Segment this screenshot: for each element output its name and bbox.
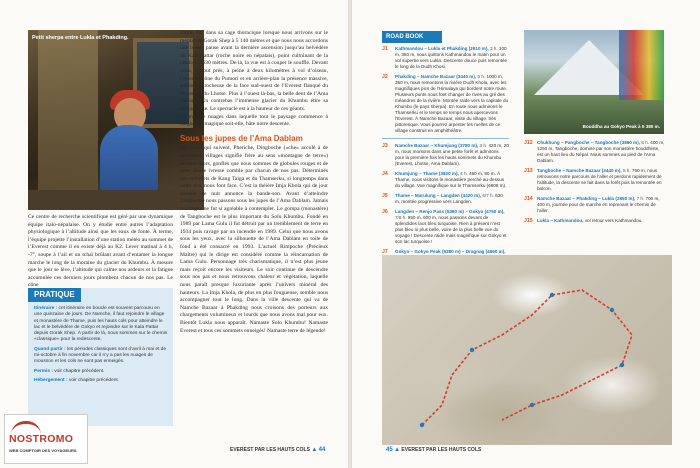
roadbook-item: J15 Lukla – Kathmandou, vol retour vers Kathmandou. xyxy=(524,218,643,224)
roadbook-item: J6 Langden – Renjo Pass (5360 m) – Gokyo (4750 m), 7/8 h. 950 m, 600 m, nous passons devant de splendides lacs bleu turquoise. Rien à présent n’est plus bleu ni plus belle, voire de la plus belle vue du voyage ! Descente raide mais magnifique sur Gokyo et son lac turquoise ! xyxy=(382,209,507,244)
roadbook-col-right xyxy=(524,140,666,228)
roadbook-item: J12 Chukhung – Pangboche – Tangboche (3860 m), 6 h. 400 m, 1250 m, Tangboche, dominé par son monastère bouddhiste, est un haut lieu du Népal. Nous sommes au pied de l’Ama Dablam. xyxy=(524,140,665,163)
sherpa-child-photo xyxy=(28,30,204,210)
photo-caption-right: Bouddha au Gokyo Peak à 5 380 m. xyxy=(582,124,660,129)
roadbook-item: J14 Namche Bazaar – Phakding – Lukla (2850 m), 7 h. 700 m, 400 m, journée pour de marche en reprenant le chemin de l’aller. xyxy=(524,196,660,213)
map-route xyxy=(382,255,672,445)
pratique-item: Permis : voir chapitre précédent. xyxy=(34,368,105,374)
roadbook-item: J5 Thame – Marulung – Langden (4420 m), 6/7 h. 630 m, montée progressive vers Langden. xyxy=(382,193,503,204)
roadbook-item: J13 Tangboche – Namche Bazaar (3440 m), 5 h. 750 m, nous retrouvons notre parcours de l’aller et perdons rapidement de l’altitude, la descente se fait dans la forêt puis la remontée en balcon. xyxy=(524,168,662,191)
pratique-title: PRATIQUE xyxy=(28,288,81,302)
roadbook-item: J3 Namche Bazaar – Khumjung (3780 m), 3 h. 420 m, 20 m, nous montons dans une petite forêt et admirons pour la première fois les hauts sommets du Khumbu (Everest, Lhotse, Ama Dablam). xyxy=(382,143,509,166)
pratique-body xyxy=(34,306,168,387)
roadbook-item: J7 Gokyo – Gokyo Peak (5280 m) – Dragnag (4690 m), xyxy=(382,249,506,255)
body-text-col-a: Ce centre de recherche scientifique est géré par une dynamique équipe italo-népalaise. On y étudie entre autres l’adaptation physiologique à l’altitude ainsi que les eaux de fonte. À terme, l’équipe projette l’installation d’une station météo au sommet de l’Everest comme il en existe déjà au K2. Lever matinal à 4 h, -7°, soupe à l’ail et un tchaï brûlant avant d’entamer la longue marche le long de la moraine du glacier du Khumbu. À mesure que le jour se lève, l’altitude qui calme nos ardeurs et la fatigue accumulée ces derniers jours plombent chacun de nos pas. Le cône xyxy=(28,214,173,289)
folio-left: EVEREST PAR LES HAUTS COLS ▲ 44 xyxy=(230,447,326,453)
trek-relief-map xyxy=(382,255,672,445)
photo-caption: Petit sherpa entre Lukla et Phakding. xyxy=(32,35,129,41)
left-page xyxy=(0,0,348,468)
gokyo-peak-photo xyxy=(524,30,664,134)
pratique-item: Itinéraire : cet itinéraire en boucle est souvent parcouru en une quinzaine de jours. De Namche, il faut rejoindre le village et monastère de Thame, puis les hauts cols pour atteindre le lac et le belvédère de Gokyo et rejoindre sur le Kala Pattar depuis Gorak Shep. À partir de là, nous sommes sur le chemin «classique» pour la redescente. xyxy=(34,306,168,343)
folio-right: 45 ▲ EVEREST PAR LES HAUTS COLS xyxy=(386,447,482,453)
body-text-col-b: cogne fort dans sa cage thoracique lorsque nous arrivons sur le méplat de Gorak Shep à 5 140 mètres et que nous nous accordons une bonne pause avant la dernière ascension jusqu’au belvédère du Kala Pattar (roche noire en népalais), point culminant de la rando à 5 630 mètres. De là, la vue est à couper le souffle. Devant nous, là tout près, à peine à deux kilomètres à vol d’oiseau, l’énorme cône du Pumori et en arrière-plan la présence massive, sombre et rocheuse de la face sud-ouest de l’Everest flanqué du Nuptse et du Lhotse. Plus à l’ouest là-bas, la belle dent de l’Ama Dablam. En contrebas l’immense glacier du Khumbu étire sa langue grise. Le spectacle est à la hauteur de ces géants. La mer de nuages dans laquelle tout le paysage commence à baigner, si magique soit-elle, hâte notre descente. Sous les jupes de l’Ama Dablam Les jours qui suivent, Pheriche, Dingboche («che» accolé à de nombreux villages signifie frère au sens «montagne de terre») défilent alors, gonflés que nous sommes de globules rouges et de cette douce ivresse comble par chacun de nos pas. Déterminés nos sommets de Kang Taiga et du Thamserku, si longtemps dans notre dos, nous font face. C’est la théière Imja Khola qui de jour comme de nuit annonce la bande-son. Avant d’atteindre Tangboche nous passons sous les jupes de l’Ama Dablam. Jamais montagne ne fut si agréable à contempler. Le gompa (monastère) de Tangboche est le plus important du Solu Khumbu. Fondé en 1989 par Lama Gulu il fut détruit par un tremblement de terre en 1934 puis ravagé par un incendie en 1989. Celui que nous avons sous les yeux, avec la silhouette de l’Ama Dablam en toile de fond a été consacré en 1993. L’actuel Rimpoche (Précieux Maître) qui le dirige est considéré comme la réincarnation de Lama Gulu. Personnage très charismatique, il n’est plus jeune mais reçoit encore les visiteurs. Le soir continue de descendre sous nos pas et nous retrouvons chaleur et végétation, laquelle nous paraît presque luxuriante après l’univers minéral des hauteurs. La Imja Khola, de plus en plus fougueuse, semble nous accompagner tout le long. Dans la ville descente qui va de Namche Bazaar à Phakding nous croisons des porteurs aux chargements volumineux et lourds que nous avons mal pour eux. Bientôt Lukla nous apparaît. Namaste Solo Khumbu! Namaste Everest et tous ces sommets enneigés! Namaste terre de légende! xyxy=(180,30,328,334)
pratique-item: Quand partir : les périodes classiques sont d’avril à mai et de mi-octobre à fin novembre car il n’y a pas les nuages de mousson et les cols ne sont pas enneigés. xyxy=(34,346,166,365)
pratique-box xyxy=(28,288,173,426)
roadbook-title: ROAD BOOK xyxy=(382,31,442,43)
roadbook-item: J2 Phakding – Namche Bazaar (3440 m), 6 h. 1000 m, 350 m, nous remontons la rivière Dudh Khola, avec les magnifiques pics de l’Himalaya qui bordent notre route. Plusieurs ponts nous font changer de rives au gré des méandres de la rivière. Montée raide vers la capitale du Khumbu (le pays sherpa). En route nous admirons le Thamserku et le temps se temps nous apercevons l’Everest. À Namche Bazaar, visite du village, très pittoresque. Vous pourrez arpenter les ruelles de ce village construit en amphithéâtre. xyxy=(382,74,509,133)
nostromo-logo: NOSTROMO WEB COMPTOIR DES VOYAGEURS xyxy=(4,414,88,464)
pratique-item: Hébergement : voir chapitre précédent. xyxy=(34,377,120,383)
section-subhead: Sous les jupes de l’Ama Dablam xyxy=(180,133,303,143)
roadbook-item: J4 Khumjung – Thame (3820 m), 4 h. 460 m, 80 m. À Thame, nous visitons le monastère perché au-dessus du village. Vue magnifique sur le Thamserku (6608 m). xyxy=(382,171,507,188)
roadbook-item: J1 Kathmandou – Lukla et Phakding (2610 m), 3 h. 100 m, 350 m, nous quittons Kathmandou le matin pour un vol superbe vers Lukla. Descente douce puis remontée le long de la Dudh Khosi. xyxy=(382,46,508,69)
